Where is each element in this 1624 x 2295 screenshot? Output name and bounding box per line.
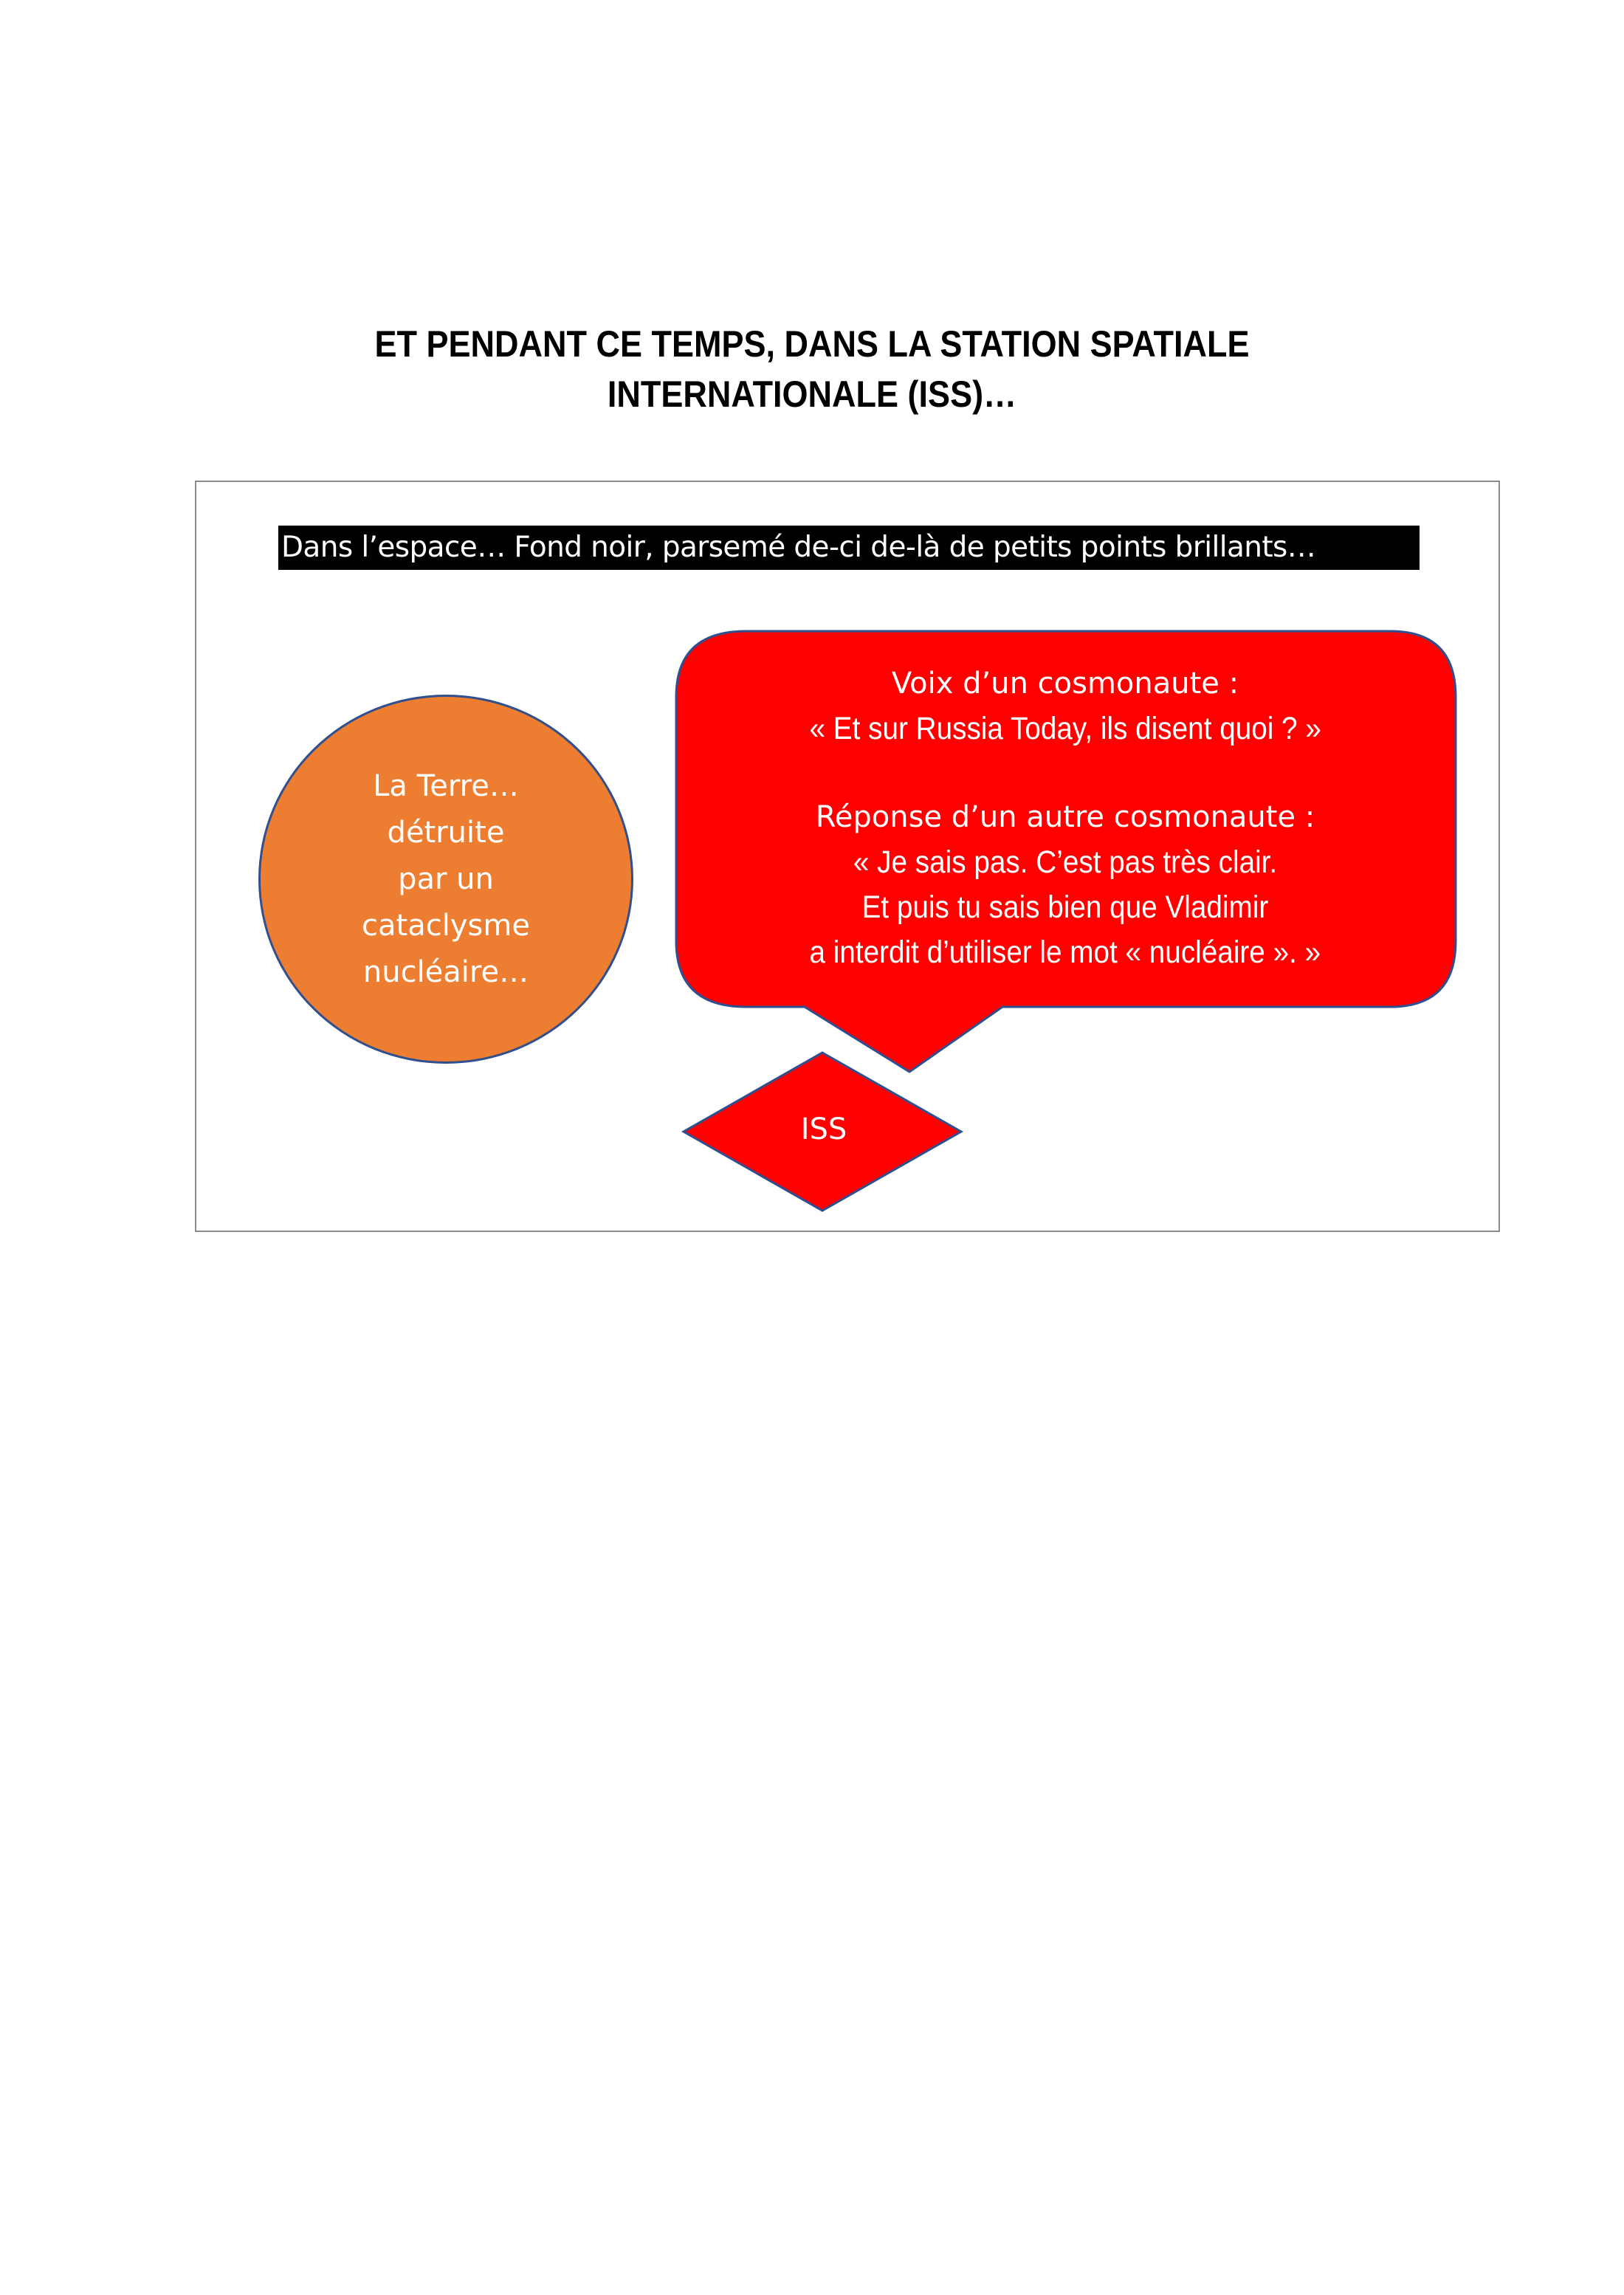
iss-label: ISS bbox=[800, 1112, 847, 1146]
speech-bubble-text bbox=[673, 661, 1457, 975]
speaker-2-quote-line: Et puis tu sais bien que Vladimir bbox=[861, 890, 1269, 925]
speaker-1-quote: « Et sur Russia Today, ils disent quoi ? » bbox=[809, 711, 1321, 746]
scene-caption: Dans l’espace… Fond noir, parsemé de-ci de-là de petits points brillants… bbox=[278, 526, 1420, 570]
earth-label-line: La Terre… bbox=[373, 768, 519, 803]
speaker-2-quote-line: a interdit d’utiliser le mot « nucléaire ». » bbox=[809, 935, 1321, 970]
speaker-1-label: Voix d’un cosmonaute : bbox=[891, 667, 1239, 701]
page-title-line-1: ET PENDANT CE TEMPS, DANS LA STATION SPATIALE bbox=[374, 323, 1250, 365]
earth-label-line: nucléaire… bbox=[362, 954, 529, 989]
earth-label-line: par un bbox=[398, 861, 494, 896]
page-title-line-2: INTERNATIONALE (ISS)… bbox=[607, 374, 1017, 415]
earth-label-line: cataclysme bbox=[362, 908, 530, 943]
earth-label-line: détruite bbox=[387, 815, 505, 850]
speaker-2-label: Réponse d’un autre cosmonaute : bbox=[815, 800, 1315, 834]
speaker-2-quote-line: « Je sais pas. C’est pas très clair. bbox=[853, 844, 1278, 880]
